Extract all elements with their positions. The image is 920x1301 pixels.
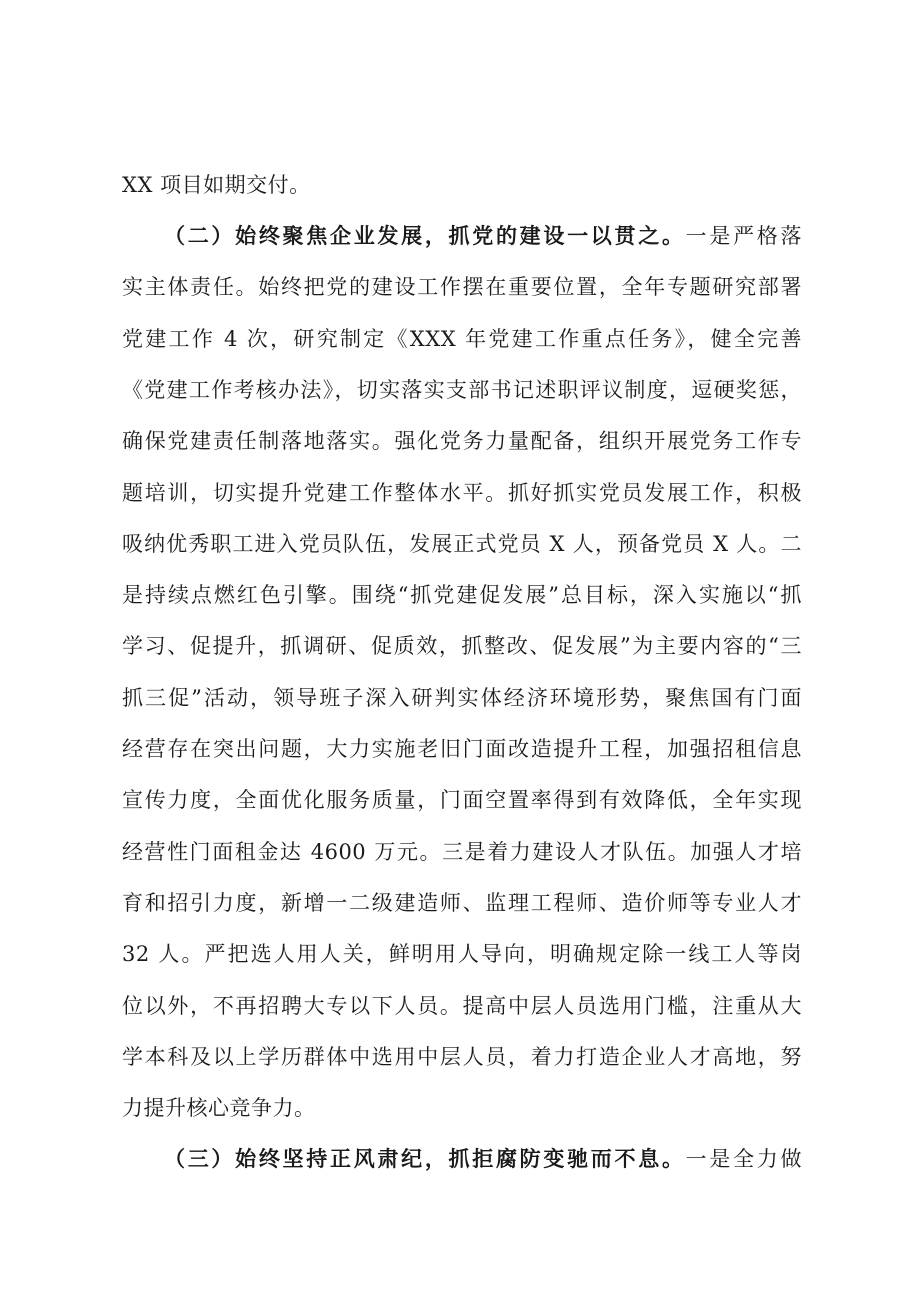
paragraph-line: 育和招引力度，新增一二级建造师、监理工程师、造价师等专业人才	[122, 891, 802, 915]
paragraph-line: 党建工作 4 次，研究制定《XXX 年党建工作重点任务》，健全完善	[122, 327, 802, 351]
paragraph-line: 32 人。严把选人用人关，鲜明用人导向，明确规定除一线工人等岗	[122, 942, 802, 966]
paragraph-line: 是持续点燃红色引擎。围绕“抓党建促发展”总目标，深入实施以“抓	[122, 583, 802, 607]
section-heading-line	[164, 1145, 802, 1173]
paragraph-line: 抓三促”活动，领导班子深入研判实体经济环境形势，聚焦国有门面	[122, 686, 802, 710]
paragraph-line: 经营存在突出问题，大力实施老旧门面改造提升工程，加强招租信息	[122, 737, 802, 761]
paragraph-line	[122, 171, 802, 199]
paragraph-line: 题培训，切实提升党建工作整体水平。抓好抓实党员发展工作，积极	[122, 481, 802, 505]
text: XX 项目如期交付。	[122, 173, 311, 197]
paragraph-line: 学本科及以上学历群体中选用中层人员，着力打造企业人才高地，努	[122, 1045, 802, 1069]
paragraph-line: 经营性门面租金达 4600 万元。三是着力建设人才队伍。加强人才培	[122, 840, 802, 864]
paragraph-line: 力提升核心竞争力。	[122, 1096, 316, 1120]
paragraph-line: 吸纳优秀职工进入党员队伍，发展正式党员 X 人，预备党员 X 人。二	[122, 532, 802, 556]
section-heading: （二）始终聚焦企业发展，抓党的建设一以贯之。	[164, 223, 686, 248]
paragraph-line: 位以外，不再招聘大专以下人员。提高中层人员选用门槛，注重从大	[122, 994, 802, 1018]
paragraph-line: 实主体责任。始终把党的建设工作摆在重要位置，全年专题研究部署	[122, 275, 802, 299]
paragraph-line: 确保党建责任制落地落实。强化党务力量配备，组织开展党务工作专	[122, 429, 802, 453]
section-heading-line	[164, 222, 802, 250]
paragraph-line: 学习、促提升，抓调研、促质效，抓整改、促发展”为主要内容的“三	[122, 634, 802, 658]
paragraph-line: 《党建工作考核办法》，切实落实支部书记述职评议制度，逗硬奖惩，	[122, 378, 802, 402]
text: 一是严格落	[685, 224, 803, 248]
paragraph-line: 宣传力度，全面优化服务质量，门面空置率得到有效降低，全年实现	[122, 788, 802, 812]
text: 一是全力做	[685, 1147, 803, 1171]
section-heading: （三）始终坚持正风肃纪，抓拒腐防变驰而不息。	[164, 1146, 686, 1171]
